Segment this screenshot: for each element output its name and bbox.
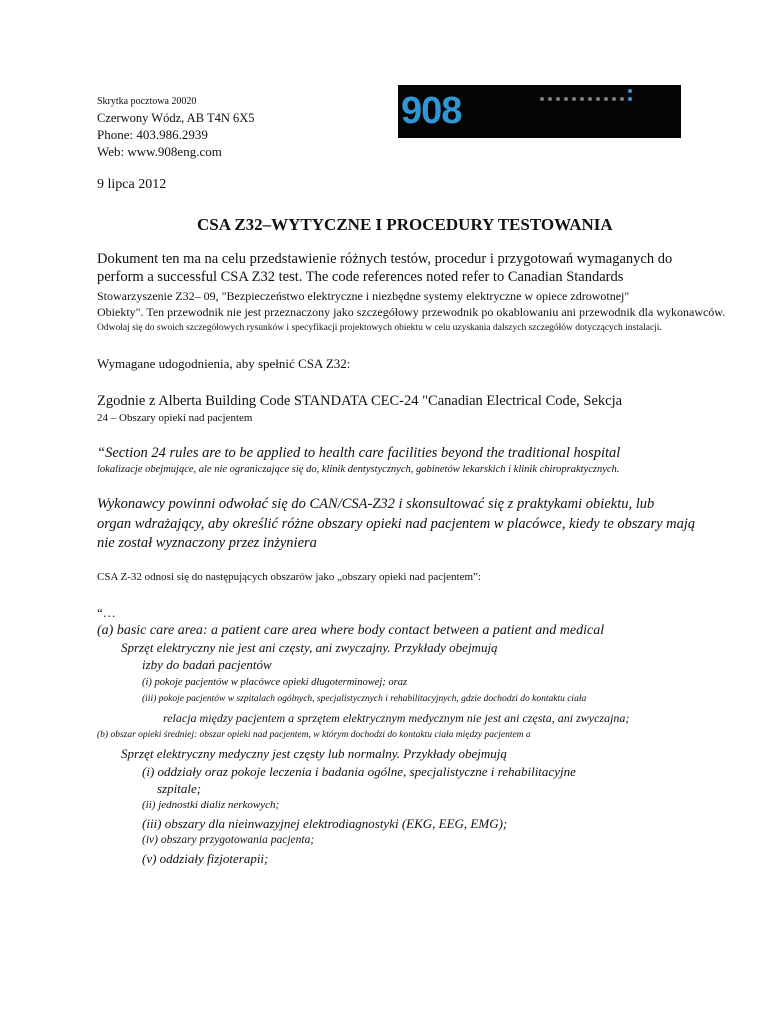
basic-line-2: Sprzęt elektryczny nie jest ani częsty, ani zwyczajny. Przykłady obejmują — [121, 640, 498, 655]
intermediate-item-iv: (iv) obszary przygotowania pacjenta; — [142, 834, 315, 846]
basic-line-1: (a) basic care area: a patient care area where body contact between a patient and medical — [97, 623, 605, 638]
required-heading: Wymagane udogodnienia, aby spełnić CSA Z32: — [97, 356, 351, 371]
logo-text: 908 — [401, 90, 462, 132]
quote2-line-1: Wykonawcy powinni odwołać się do CAN/CSA-Z32 i skonsultować się z praktykami obiektu, lub — [97, 496, 655, 512]
intermediate-item-iii: (iii) obszary dla nieinwazyjnej elektrodiagnostyki (EKG, EEG, EMG); — [142, 816, 508, 831]
intro-line-5: Odwołaj się do swoich szczegółowych rysunków i specyfikacji projektowych obiektu w celu uzyskania dalszych szczegółów dotyczących instalacji. — [97, 323, 662, 333]
intro-line-3: Stowarzyszenie Z32– 09, "Bezpieczeństwo elektryczne i niezbędne systemy elektryczne w opiece zdrowotnej" — [97, 289, 630, 303]
intermediate-item-ii: (ii) jednostki dializ nerkowych; — [142, 799, 280, 811]
phone: Phone: 403.986.2939 — [97, 127, 208, 142]
quote-open: “… — [97, 605, 116, 620]
basic-item-ii: (iii) pokoje pacjentów w szpitalach ogólnych, specjalistycznych i rehabilitacyjnych, gdzie dochodzi do kontaktu ciała — [142, 694, 587, 704]
basic-item-ii-cont: relacja między pacjentem a sprzętem elektrycznym medycznym nie jest ani częsta, ani zwyczajna; — [163, 711, 630, 725]
intermediate-line-1: (b) obszar opieki średniej: obszar opieki nad pacjentem, w którym dochodzi do kontaktu ciała między pacjentem a — [97, 730, 531, 740]
quote2-line-2: organ wdrażający, aby określić różne obszary opieki nad pacjentem w placówce, kiedy te obszary mają — [97, 516, 696, 532]
website: Web: www.908eng.com — [97, 144, 222, 159]
intro-line-4: Obiekty". Ten przewodnik nie jest przeznaczony jako szczegółowy przewodnik po okablowaniu ani przewodnik dla wykonawców. — [97, 305, 726, 319]
areas-intro: CSA Z-32 odnosi się do następujących obszarów jako „obszary opieki nad pacjentem”: — [97, 571, 481, 583]
intro-line-1: Dokument ten ma na celu przedstawienie różnych testów, procedur i przygotowań wymaganych do — [97, 251, 673, 267]
basic-line-3: izby do badań pacjentów — [142, 657, 272, 672]
intermediate-line-2: Sprzęt elektryczny medyczny jest częsty lub normalny. Przykłady obejmują — [121, 746, 507, 761]
quote2-line-3: nie został wyznaczony przez inżyniera — [97, 535, 317, 551]
city-address: Czerwony Wódz, AB T4N 6X5 — [97, 111, 255, 125]
page-title: CSA Z32–WYTYCZNE I PROCEDURY TESTOWANIA — [197, 215, 613, 234]
intermediate-item-i: (i) oddziały oraz pokoje leczenia i badania ogólne, specjalistyczne i rehabilitacyjne — [142, 764, 576, 779]
intermediate-item-i-cont: szpitale; — [157, 781, 202, 796]
code-ref-line-1: Zgodnie z Alberta Building Code STANDATA CEC-24 "Canadian Electrical Code, Sekcja — [97, 393, 623, 409]
intermediate-item-v: (v) oddziały fizjoterapii; — [142, 851, 269, 866]
quote1-line-2: lokalizacje obejmujące, ale nie ograniczające się do, klinik dentystycznych, gabinetów lekarskich i klinik chiropraktycznych. — [97, 464, 620, 475]
basic-item-i: (i) pokoje pacjentów w placówce opieki długoterminowej; oraz — [142, 677, 408, 688]
company-logo — [398, 85, 681, 138]
code-ref-line-2: 24 – Obszary opieki nad pacjentem — [97, 412, 253, 424]
letter-date: 9 lipca 2012 — [97, 177, 167, 192]
intro-line-2: perform a successful CSA Z32 test. The code references noted refer to Canadian Standards — [97, 269, 624, 285]
quote1-line-1: “Section 24 rules are to be applied to health care facilities beyond the traditional hospital — [97, 445, 621, 461]
po-box: Skrytka pocztowa 20020 — [97, 96, 197, 107]
